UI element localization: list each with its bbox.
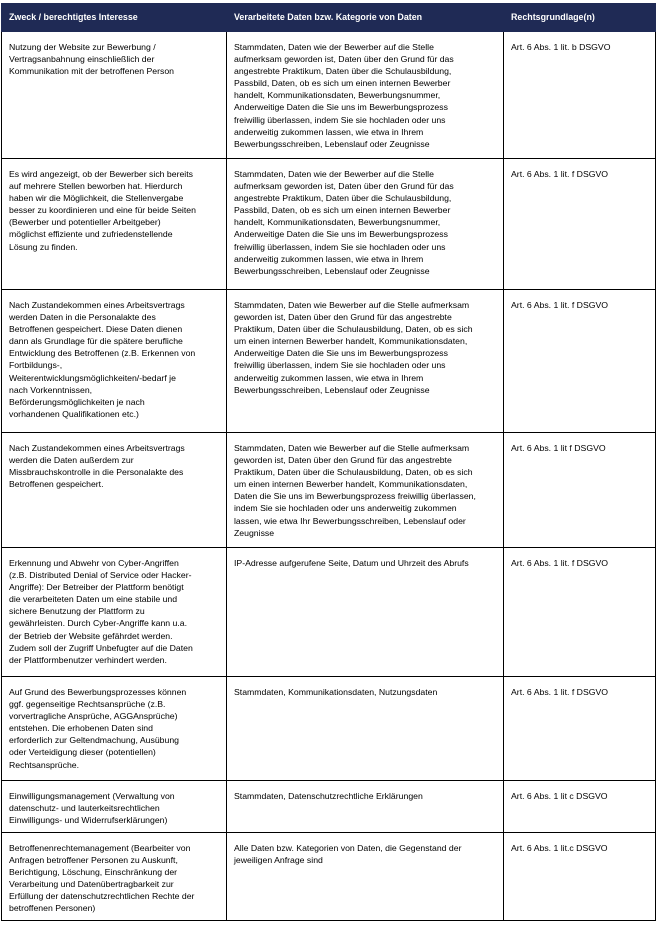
data-processing-table: [1, 3, 656, 921]
data-cell: Stammdaten, Daten wie der Bewerber auf die Stelle aufmerksam geworden ist, Daten über den Grund für das angestrebte Praktikum, Daten über die Schulausbildung, Passbild, Daten, ob es sich um einen internen Bewerber handelt, Kommunikationsdaten, Bewerbungsnummer, Anderweitige Daten die Sie uns im Bewerbungsprozess freiwillig überlassen, indem Sie sie hochladen oder uns anderweitig zukommen lassen, wie etwa in Ihrem Bewerbungsschreiben, Lebenslauf oder Zeugnisse: [227, 159, 504, 290]
table-row: [2, 290, 656, 433]
purpose-cell: Nach Zustandekommen eines Arbeitsvertrags werden Daten in die Personalakte des Betroffenen gespeichert. Diese Daten dienen dann als Grundlage für die spätere berufliche Entwicklung des Betroffenen (z.B. Erkennen von Fortbildungs-, Weiterentwicklungsmöglichkeiten/-bedarf je nach Vorkenntnissen, Beförderungsmöglichkeiten je nach vorhandenen Qualifikationen etc.): [2, 290, 227, 433]
table-row: [2, 677, 656, 781]
header-data-categories: Verarbeitete Daten bzw. Kategorie von Daten: [227, 4, 504, 32]
purpose-cell: Nutzung der Website zur Bewerbung / Vertragsanbahnung einschließlich der Kommunikation mit der betroffenen Person: [2, 32, 227, 159]
table-row: [2, 32, 656, 159]
purpose-cell: Betroffenenrechtemanagement (Bearbeiter von Anfragen betroffener Personen zu Auskunft, Berichtigung, Löschung, Einschränkung der Verarbeitung und Datenübertragbarkeit zur Erfüllung der datenschutzrechtlichen Rechte der betroffenen Personen): [2, 833, 227, 921]
legal-basis-cell: Art. 6 Abs. 1 lit.c DSGVO: [504, 833, 656, 921]
table-row: [2, 781, 656, 833]
data-cell: Stammdaten, Daten wie der Bewerber auf die Stelle aufmerksam geworden ist, Daten über den Grund für das angestrebte Praktikum, Daten über die Schulausbildung, Passbild, Daten, ob es sich um einen internen Bewerber handelt, Kommunikationsdaten, Bewerbungsnummer, Anderweitige Daten die Sie uns im Bewerbungsprozess freiwillig überlassen, indem Sie sie hochladen oder uns anderweitig zukommen lassen, wie etwa in Ihrem Bewerbungsschreiben, Lebenslauf oder Zeugnisse: [227, 32, 504, 159]
table-row: [2, 159, 656, 290]
purpose-cell: Erkennung und Abwehr von Cyber-Angriffen (z.B. Distributed Denial of Service oder Hacker- Angriffe): Der Betreiber der Plattform benötigt die verarbeiteten Daten um eine stabile und sichere Benutzung der Plattform zu gewährleisten. Durch Cyber-Angriffe kann u.a. der Betrieb der Website gefährdet werden. Zudem soll der Zugriff Unbefugter auf die Daten der Plattformbenutzer verhindert werden.: [2, 548, 227, 677]
legal-basis-cell: Art. 6 Abs. 1 lit. b DSGVO: [504, 32, 656, 159]
data-cell: Alle Daten bzw. Kategorien von Daten, die Gegenstand der jeweiligen Anfrage sind: [227, 833, 504, 921]
data-cell: IP-Adresse aufgerufene Seite, Datum und Uhrzeit des Abrufs: [227, 548, 504, 677]
purpose-cell: Einwilligungsmanagement (Verwaltung von datenschutz- und lauterkeitsrechtlichen Einwilligungs- und Widerrufserklärungen): [2, 781, 227, 833]
purpose-cell: Es wird angezeigt, ob der Bewerber sich bereits auf mehrere Stellen beworben hat. Hierdurch haben wir die Möglichkeit, die Stellenvergabe besser zu koordinieren und eine für beide Seiten (Bewerber und potentieller Arbeitgeber) möglichst effiziente und zufriedenstellende Lösung zu finden.: [2, 159, 227, 290]
table-header-row: [2, 4, 656, 32]
legal-basis-cell: Art. 6 Abs. 1 lit f DSGVO: [504, 433, 656, 548]
legal-basis-cell: Art. 6 Abs. 1 lit. f DSGVO: [504, 290, 656, 433]
table-row: [2, 833, 656, 921]
table-row: [2, 548, 656, 677]
header-legal-basis: Rechtsgrundlage(n): [504, 4, 656, 32]
data-cell: Stammdaten, Daten wie Bewerber auf die Stelle aufmerksam geworden ist, Daten über den Grund für das angestrebte Praktikum, Daten über die Schulausbildung, Daten, ob es sich um einen internen Bewerber handelt, Kommunikationsdaten, Anderweitige Daten die Sie uns im Bewerbungsprozess freiwillig überlassen, indem Sie sie hochladen oder uns anderweitig zukommen lassen, wie etwa in Ihrem Bewerbungsschreiben, Lebenslauf oder Zeugnisse: [227, 290, 504, 433]
header-purpose: Zweck / berechtigtes Interesse: [2, 4, 227, 32]
legal-basis-cell: Art. 6 Abs. 1 lit. f DSGVO: [504, 548, 656, 677]
legal-basis-cell: Art. 6 Abs. 1 lit. f DSGVO: [504, 677, 656, 781]
legal-basis-cell: Art. 6 Abs. 1 lit c DSGVO: [504, 781, 656, 833]
legal-basis-cell: Art. 6 Abs. 1 lit. f DSGVO: [504, 159, 656, 290]
data-cell: Stammdaten, Kommunikationsdaten, Nutzungsdaten: [227, 677, 504, 781]
purpose-cell: Auf Grund des Bewerbungsprozesses können ggf. gegenseitige Rechtsansprüche (z.B. vorvertragliche Ansprüche, AGGAnsprüche) entstehen. Die erhobenen Daten sind erforderlich zur Geltendmachung, Ausübung oder Verteidigung dieser (potentiellen) Rechtsansprüche.: [2, 677, 227, 781]
purpose-cell: Nach Zustandekommen eines Arbeitsvertrags werden die Daten außerdem zur Missbrauchskontrolle in die Personalakte des Betroffenen gespeichert.: [2, 433, 227, 548]
data-cell: Stammdaten, Datenschutzrechtliche Erklärungen: [227, 781, 504, 833]
data-cell: Stammdaten, Daten wie Bewerber auf die Stelle aufmerksam geworden ist, Daten über den Grund für das angestrebte Praktikum, Daten über die Schulausbildung, Daten, ob es sich um einen internen Bewerber handelt, Kommunikationsdaten, Daten die Sie uns im Bewerbungsprozess freiwillig überlassen, indem Sie sie hochladen oder uns anderweitig zukommen lassen, wie etwa Ihr Bewerbungsschreiben, Lebenslauf oder Zeugnisse: [227, 433, 504, 548]
table-row: [2, 433, 656, 548]
